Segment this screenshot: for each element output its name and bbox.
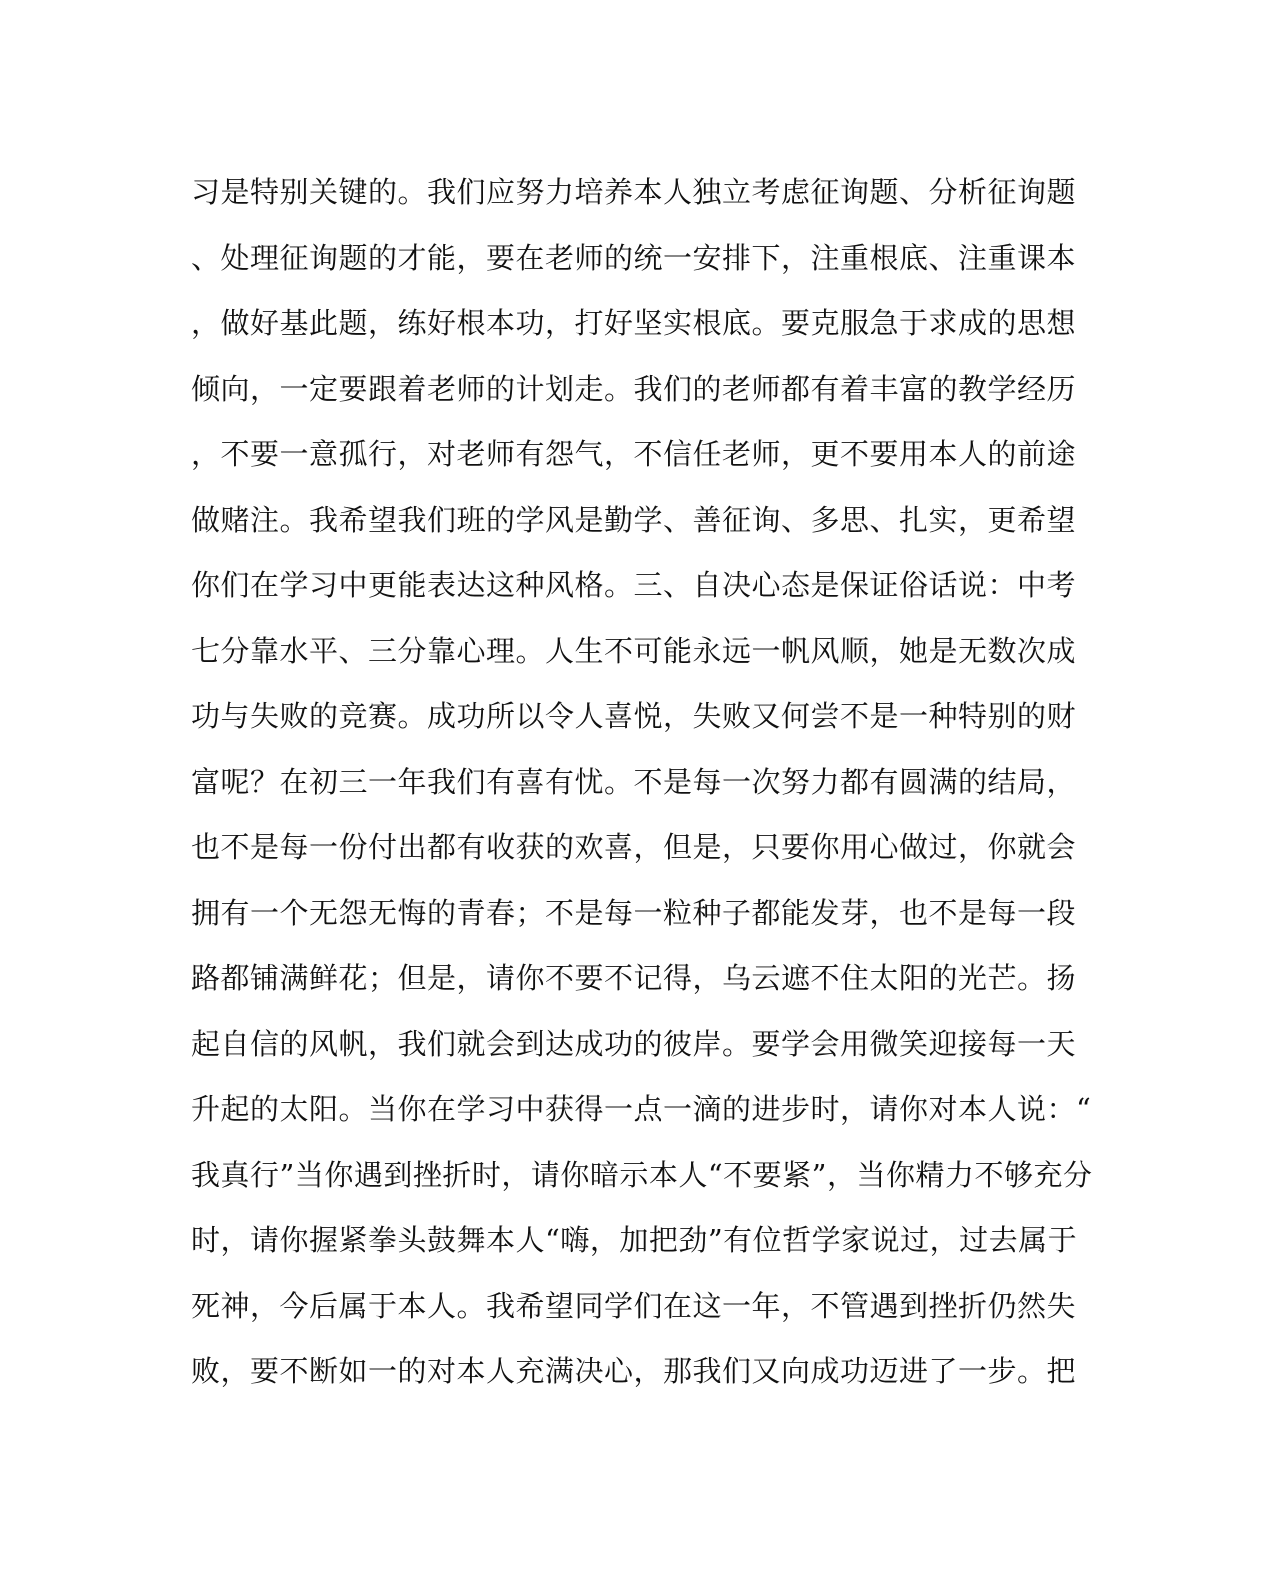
text-line-6: 做赌注。我希望我们班的学风是勤学、善征询、多思、扎实，更希望 bbox=[191, 502, 1077, 537]
text-line-16: 我真行”当你遇到挫折时，请你暗示本人“不要紧”，当你精力不够充分 bbox=[191, 1157, 1093, 1192]
text-line-7: 你们在学习中更能表达这种风格。三、自决心态是保证俗话说：中考 bbox=[191, 568, 1077, 602]
text-line-14: 起自信的风帆，我们就会到达成功的彼岸。要学会用微笑迎接每一天 bbox=[191, 1026, 1077, 1061]
text-line-19: 败，要不断如一的对本人充满决心，那我们又向成功迈进了一步。把 bbox=[191, 1354, 1077, 1388]
text-line-3: ，做好基此题，练好根本功，打好坚实根底。要克服急于求成的思想 bbox=[191, 306, 1077, 340]
text-line-2: 、处理征询题的才能，要在老师的统一安排下，注重根底、注重课本 bbox=[191, 240, 1077, 275]
text-line-11: 也不是每一份付出都有收获的欢喜，但是，只要你用心做过，你就会 bbox=[191, 830, 1077, 864]
text-line-9: 功与失败的竞赛。成功所以令人喜悦，失败又何尝不是一种特别的财 bbox=[191, 699, 1077, 733]
text-line-10: 富呢？在初三一年我们有喜有忧。不是每一次努力都有圆满的结局， bbox=[191, 764, 1077, 799]
body-text bbox=[191, 160, 1093, 1405]
text-line-18: 死神，今后属于本人。我希望同学们在这一年，不管遇到挫折仍然失 bbox=[191, 1288, 1077, 1323]
text-line-15: 升起的太阳。当你在学习中获得一点一滴的进步时，请你对本人说：“ bbox=[191, 1092, 1092, 1126]
text-line-8: 七分靠水平、三分靠心理。人生不可能永远一帆风顺，她是无数次成 bbox=[191, 633, 1077, 668]
text-line-5: ，不要一意孤行，对老师有怨气，不信任老师，更不要用本人的前途 bbox=[191, 437, 1077, 471]
text-line-4: 倾向，一定要跟着老师的计划走。我们的老师都有着丰富的教学经历 bbox=[191, 371, 1077, 406]
text-line-13: 路都铺满鲜花；但是，请你不要不记得，乌云遮不住太阳的光芒。扬 bbox=[191, 961, 1077, 995]
text-line-12: 拥有一个无怨无悔的青春；不是每一粒种子都能发芽，也不是每一段 bbox=[191, 895, 1077, 930]
text-line-1: 习是特别关键的。我们应努力培养本人独立考虑征询题、分析征询题 bbox=[191, 175, 1077, 209]
text-line-17: 时，请你握紧拳头鼓舞本人“嗨，加把劲”有位哲学家说过，过去属于 bbox=[191, 1223, 1078, 1257]
